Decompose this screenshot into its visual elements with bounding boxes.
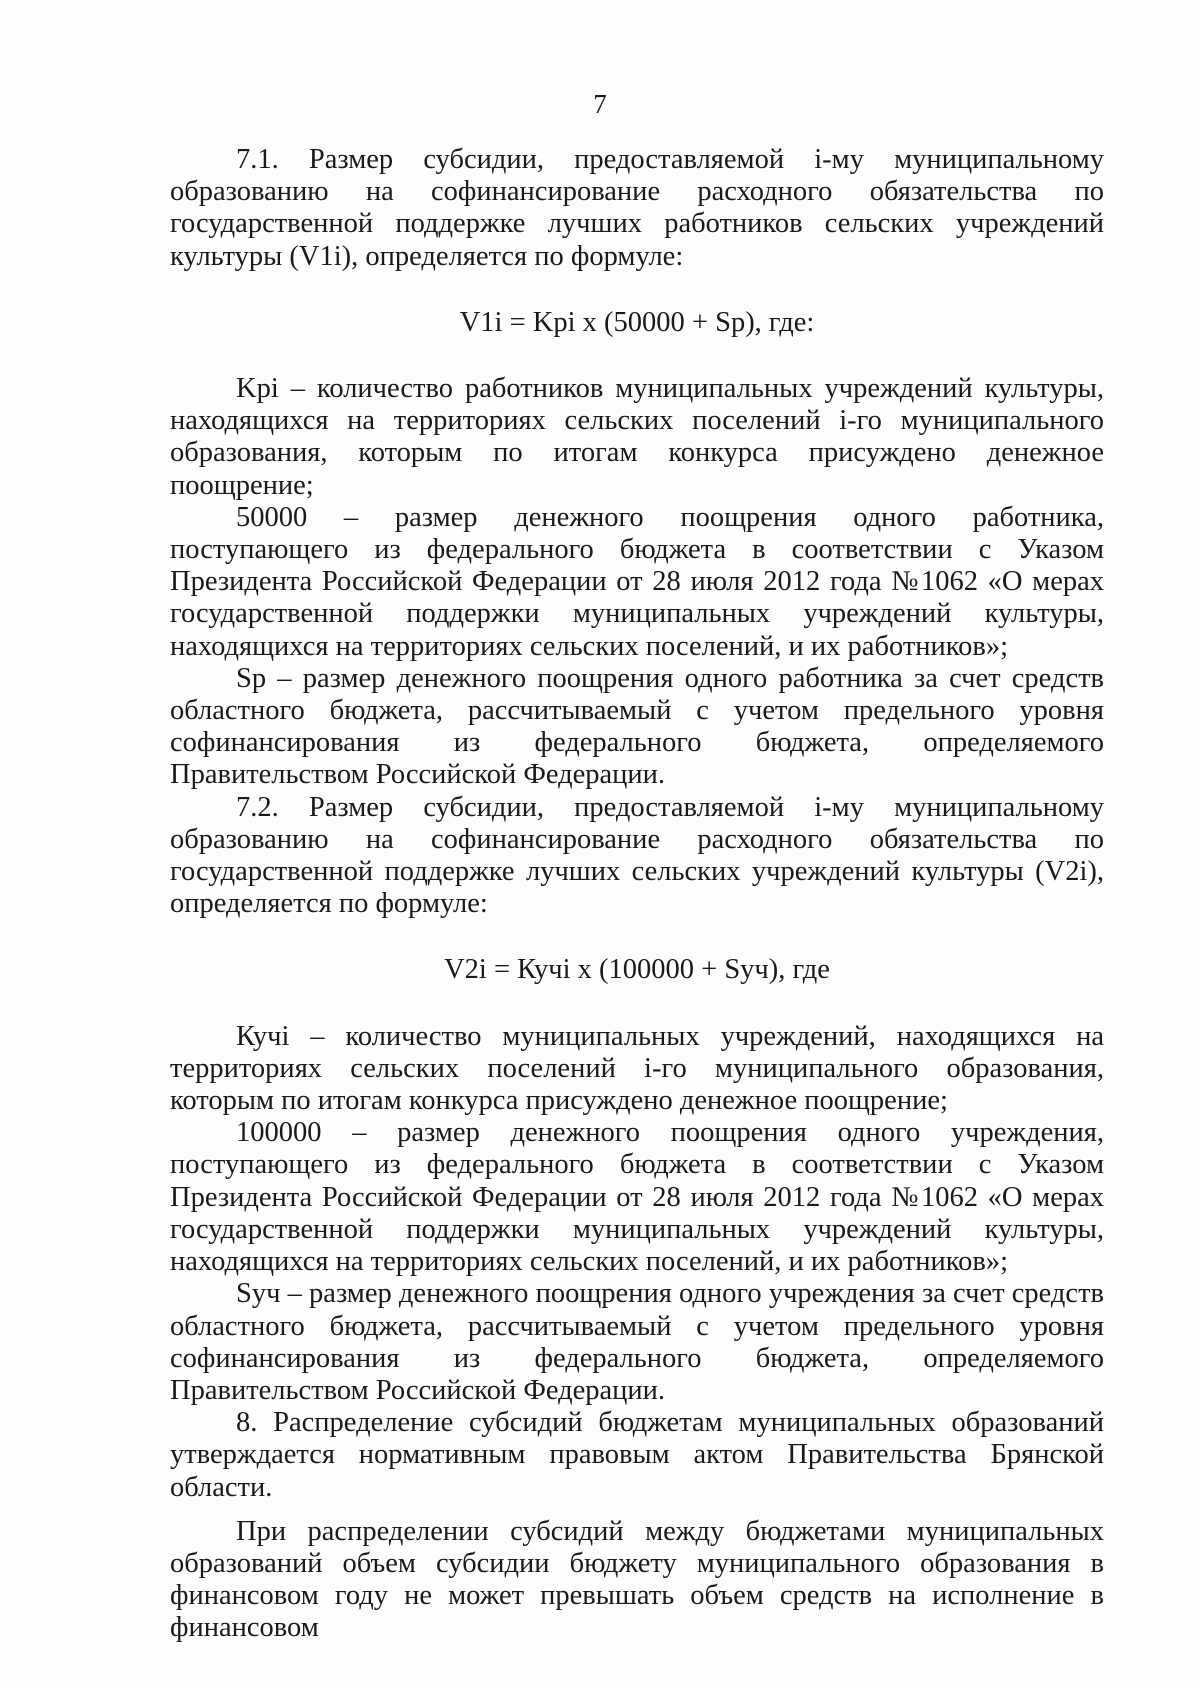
- paragraph-8: 8. Распределение субсидий бюджетам муниципальных образований утверждается нормативным правовым актом Правительства Брянской области.: [170, 1407, 1104, 1503]
- paragraph-sp-definition: Sp – размер денежного поощрения одного работника за счет средств областного бюджета, рассчитываемый с учетом предельного уровня софинансирования из федерального бюджета, определяемого Правительством Российской Федерации.: [170, 662, 1104, 791]
- paragraph-kuchi-definition: Кучi – количество муниципальных учреждений, находящихся на территориях сельских поселений i-го муниципального образования, которым по итогам конкурса присуждено денежное поощрение;: [170, 1020, 1104, 1117]
- paragraph-7-1: 7.1. Размер субсидии, предоставляемой i-му муниципальному образованию на софинансирование расходного обязательства по государственной поддержке лучших работников сельских учреждений культуры (V1i), определяется по формуле:: [170, 144, 1104, 272]
- document-body: [170, 144, 1104, 1645]
- paragraph-100000-definition: 100000 – размер денежного поощрения одного учреждения, поступающего из федерального бюджета в соответствии с Указом Президента Российской Федерации от 28 июля 2012 года №1062 «О мерах государственной поддержки муниципальных учреждений культуры, находящихся на территориях сельских поселений, и их работников»;: [170, 1117, 1104, 1278]
- formula-v1i: V1i = Kpi x (50000 + Sp), где:: [459, 306, 815, 338]
- formula-v2i: V2i = Кучi x (100000 + Sуч), где: [444, 954, 830, 986]
- paragraph-7-2: 7.2. Размер субсидии, предоставляемой i-му муниципальному образованию на софинансирование расходного обязательства по государственной поддержке лучших сельских учреждений культуры (V2i), определяется по формуле:: [170, 791, 1104, 920]
- paragraph-kpi-definition: Kpi – количество работников муниципальных учреждений культуры, находящихся на территориях сельских поселений i-го муниципального образования, которым по итогам конкурса присуждено денежное поощрение;: [170, 373, 1104, 501]
- paragraph-50000-definition: 50000 – размер денежного поощрения одного работника, поступающего из федерального бюджета в соответствии с Указом Президента Российской Федерации от 28 июля 2012 года №1062 «О мерах государственной поддержки муниципальных учреждений культуры, находящихся на территориях сельских поселений, и их работников»;: [170, 501, 1104, 662]
- page-number: 7: [593, 89, 607, 119]
- paragraph-such-definition: Sуч – размер денежного поощрения одного учреждения за счет средств областного бюджета, рассчитываемый с учетом предельного уровня софинансирования из федерального бюджета, определяемого Правительством Российской Федерации.: [170, 1278, 1104, 1406]
- paragraph-distribution: При распределении субсидий между бюджетами муниципальных образований объем субсидии бюджету муниципального образования в финансовом году не может превышать объем средств на исполнение в финансовом: [170, 1515, 1104, 1644]
